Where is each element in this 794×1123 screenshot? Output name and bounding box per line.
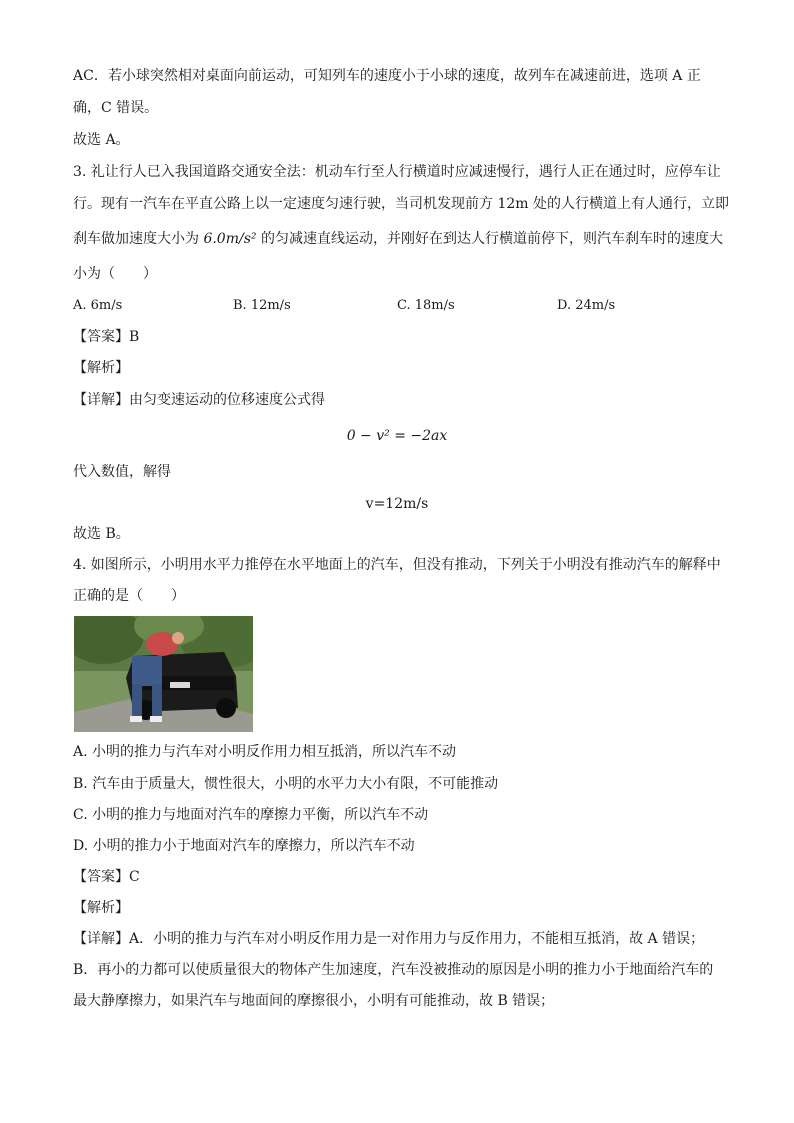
prev-explanation-line-1: AC．若小球突然相对桌面向前运动，可知列车的速度小于小球的速度，故列车在减速前进，选项 A 正 bbox=[73, 68, 701, 84]
q3-stem-line-3 bbox=[73, 229, 723, 249]
q4-detail-line-2: B．再小的力都可以使质量很大的物体产生加速度，汽车没被推动的原因是小明的推力小于地面给汽车的 bbox=[73, 962, 714, 978]
q4-option-a: A. 小明的推力与汽车对小明反作用力相互抵消，所以汽车不动 bbox=[73, 744, 457, 760]
q3-option-b: B. 12m/s bbox=[233, 298, 291, 313]
q4-option-c: C. 小明的推力与地面对汽车的摩擦力平衡，所以汽车不动 bbox=[73, 807, 429, 823]
man-pushing-car-photo bbox=[74, 616, 253, 732]
q3-stem-line-1: 3. 礼让行人已入我国道路交通安全法：机动车行至人行横道时应减速慢行，遇行人正在通过时，应停车让 bbox=[73, 164, 721, 180]
q3-stem-line-3-b: 的匀减速直线运动，并刚好在到达人行横道前停下，则汽车刹车时的速度大 bbox=[256, 231, 723, 247]
q4-analysis-label: 【解析】 bbox=[73, 900, 129, 916]
q3-conclusion: 故选 B。 bbox=[73, 526, 130, 542]
q3-result: v=12m/s bbox=[365, 496, 429, 512]
q4-detail-line-3: 最大静摩擦力，如果汽车与地面间的摩擦很小，小明有可能推动，故 B 错误； bbox=[73, 993, 555, 1009]
q3-analysis-label: 【解析】 bbox=[73, 360, 129, 376]
q3-detail: 【详解】由匀变速运动的位移速度公式得 bbox=[73, 392, 325, 408]
q4-answer: 【答案】C bbox=[73, 869, 140, 885]
man-pushing-car-illustration bbox=[74, 616, 253, 732]
q3-option-c: C. 18m/s bbox=[397, 298, 455, 313]
q4-stem-line-1: 4. 如图所示，小明用水平力推停在水平地面上的汽车，但没有推动，下列关于小明没有推动汽车的解释中 bbox=[73, 557, 721, 573]
q4-option-b: B. 汽车由于质量大，惯性很大，小明的水平力大小有限，不可能推动 bbox=[73, 776, 499, 792]
q3-formula: 0 − v² = −2ax bbox=[346, 428, 448, 444]
q3-stem-line-3-a: 刹车做加速度大小为 bbox=[73, 231, 204, 247]
prev-explanation-line-2: 确，C 错误。 bbox=[73, 100, 159, 116]
q3-substitute: 代入数值，解得 bbox=[73, 464, 171, 480]
q3-option-d: D. 24m/s bbox=[557, 298, 616, 313]
q4-detail-line-1: 【详解】A．小明的推力与汽车对小明反作用力是一对作用力与反作用力，不能相互抵消，故 A 错误； bbox=[73, 931, 705, 947]
q3-stem-line-4: 小为（ ） bbox=[73, 266, 157, 282]
q4-option-d: D. 小明的推力小于地面对汽车的摩擦力，所以汽车不动 bbox=[73, 838, 415, 854]
q3-option-a: A. 6m/s bbox=[73, 298, 123, 313]
q4-stem-line-2: 正确的是（ ） bbox=[73, 588, 185, 604]
q3-acceleration-math: 6.0m/s² bbox=[203, 231, 257, 247]
q3-stem-line-2: 行。现有一汽车在平直公路上以一定速度匀速行驶，当司机发现前方 12m 处的人行横道上有人通行，立即 bbox=[73, 196, 729, 212]
prev-conclusion: 故选 A。 bbox=[73, 132, 130, 148]
q3-answer: 【答案】B bbox=[73, 329, 140, 345]
